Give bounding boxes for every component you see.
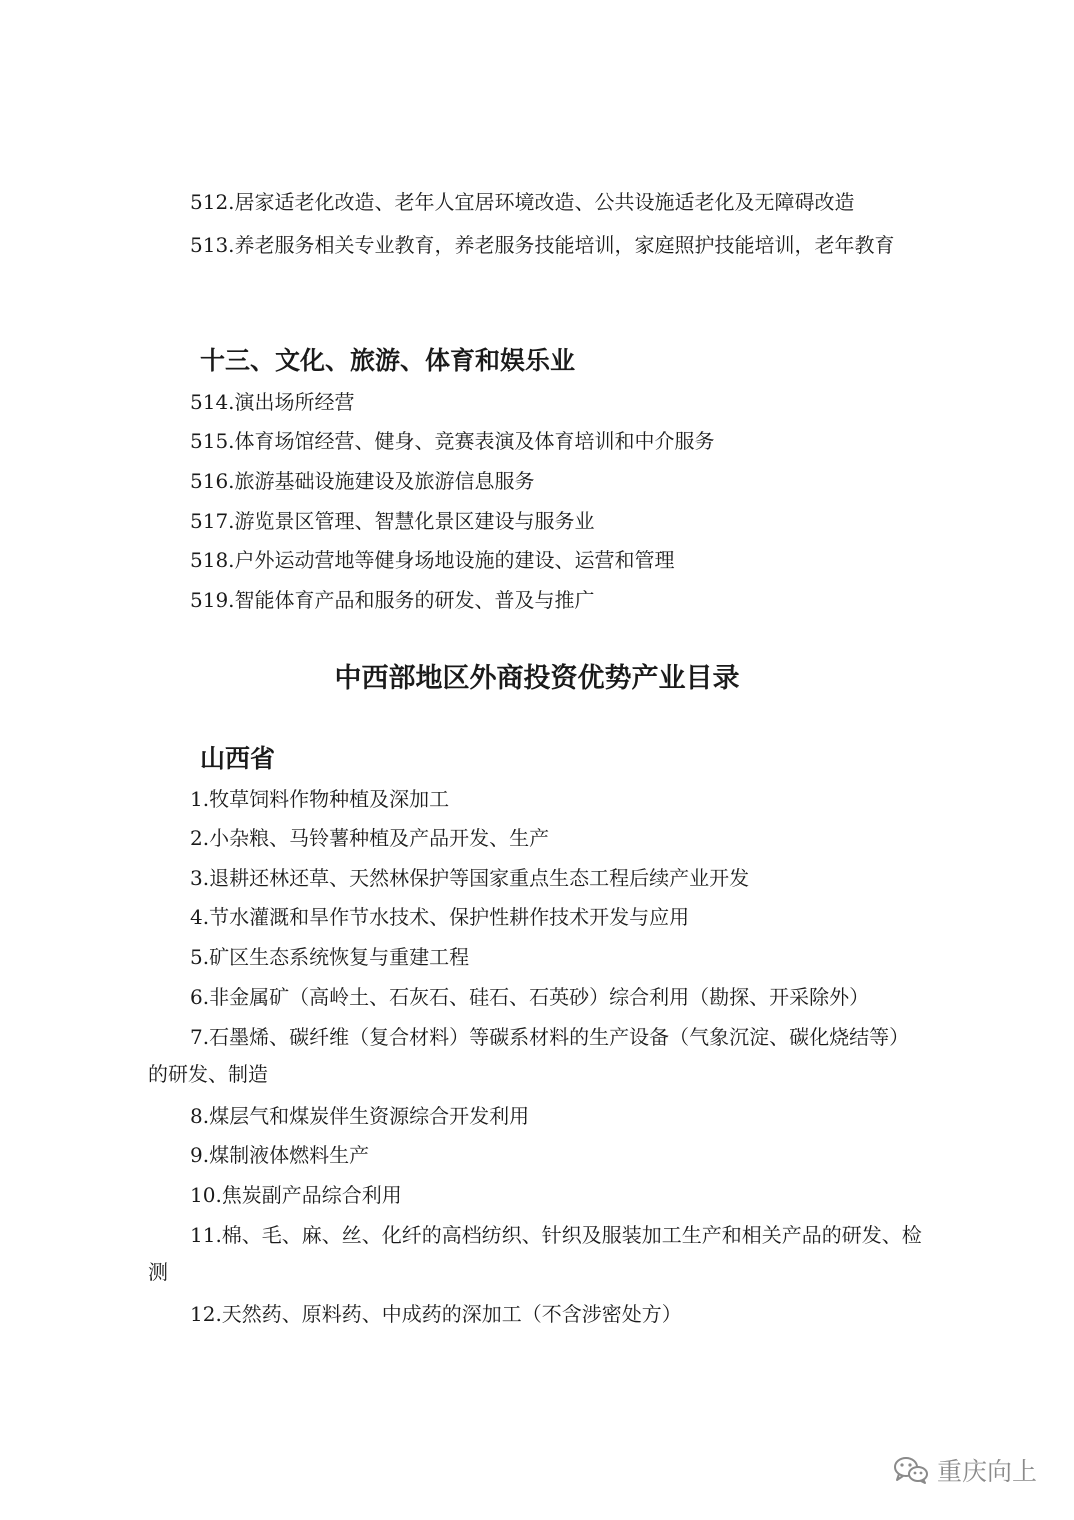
list-item: 6.非金属矿（高岭土、石灰石、硅石、石英砂）综合利用（勘探、开采除外） [190, 985, 870, 1009]
list-item: 514.演出场所经营 [190, 390, 355, 414]
list-item: 2.小杂粮、马铃薯种植及产品开发、生产 [190, 826, 550, 850]
list-item: 516.旅游基础设施建设及旅游信息服务 [190, 469, 535, 493]
list-item: 5.矿区生态系统恢复与重建工程 [190, 945, 470, 969]
list-item: 12.天然药、原料药、中成药的深加工（不含涉密处方） [190, 1302, 682, 1326]
list-item: 8.煤层气和煤炭伴生资源综合开发利用 [190, 1104, 530, 1128]
catalog-title: 中西部地区外商投资优势产业目录 [334, 663, 740, 694]
list-item: 10.焦炭副产品综合利用 [190, 1183, 402, 1207]
list-item: 515.体育场馆经营、健身、竞赛表演及体育培训和中介服务 [190, 429, 715, 453]
province-heading: 山西省 [200, 744, 276, 773]
list-item: 4.节水灌溉和旱作节水技术、保护性耕作技术开发与应用 [190, 905, 690, 929]
wechat-icon [893, 1455, 929, 1485]
list-item: 513.养老服务相关专业教育，养老服务技能培训，家庭照护技能培训，老年教育 [190, 233, 895, 257]
list-item: 9.煤制液体燃料生产 [190, 1143, 370, 1167]
watermark-text: 重庆向上 [937, 1457, 1038, 1486]
list-item: 7.石墨烯、碳纤维（复合材料）等碳系材料的生产设备（气象沉淀、碳化烧结等）的研发、制造 [148, 1025, 910, 1086]
section-heading: 十三、文化、旅游、体育和娱乐业 [200, 346, 576, 375]
list-item: 519.智能体育产品和服务的研发、普及与推广 [190, 588, 595, 612]
watermark [893, 1452, 1037, 1488]
list-item: 518.户外运动营地等健身场地设施的建设、运营和管理 [190, 548, 675, 572]
list-item: 512.居家适老化改造、老年人宜居环境改造、公共设施适老化及无障碍改造 [190, 190, 855, 214]
list-item: 3.退耕还林还草、天然林保护等国家重点生态工程后续产业开发 [190, 866, 750, 890]
list-item: 1.牧草饲料作物种植及深加工 [190, 787, 450, 811]
list-item: 11.棉、毛、麻、丝、化纤的高档纺织、针织及服装加工生产和相关产品的研发、检测 [148, 1223, 922, 1284]
list-item: 517.游览景区管理、智慧化景区建设与服务业 [190, 509, 595, 533]
